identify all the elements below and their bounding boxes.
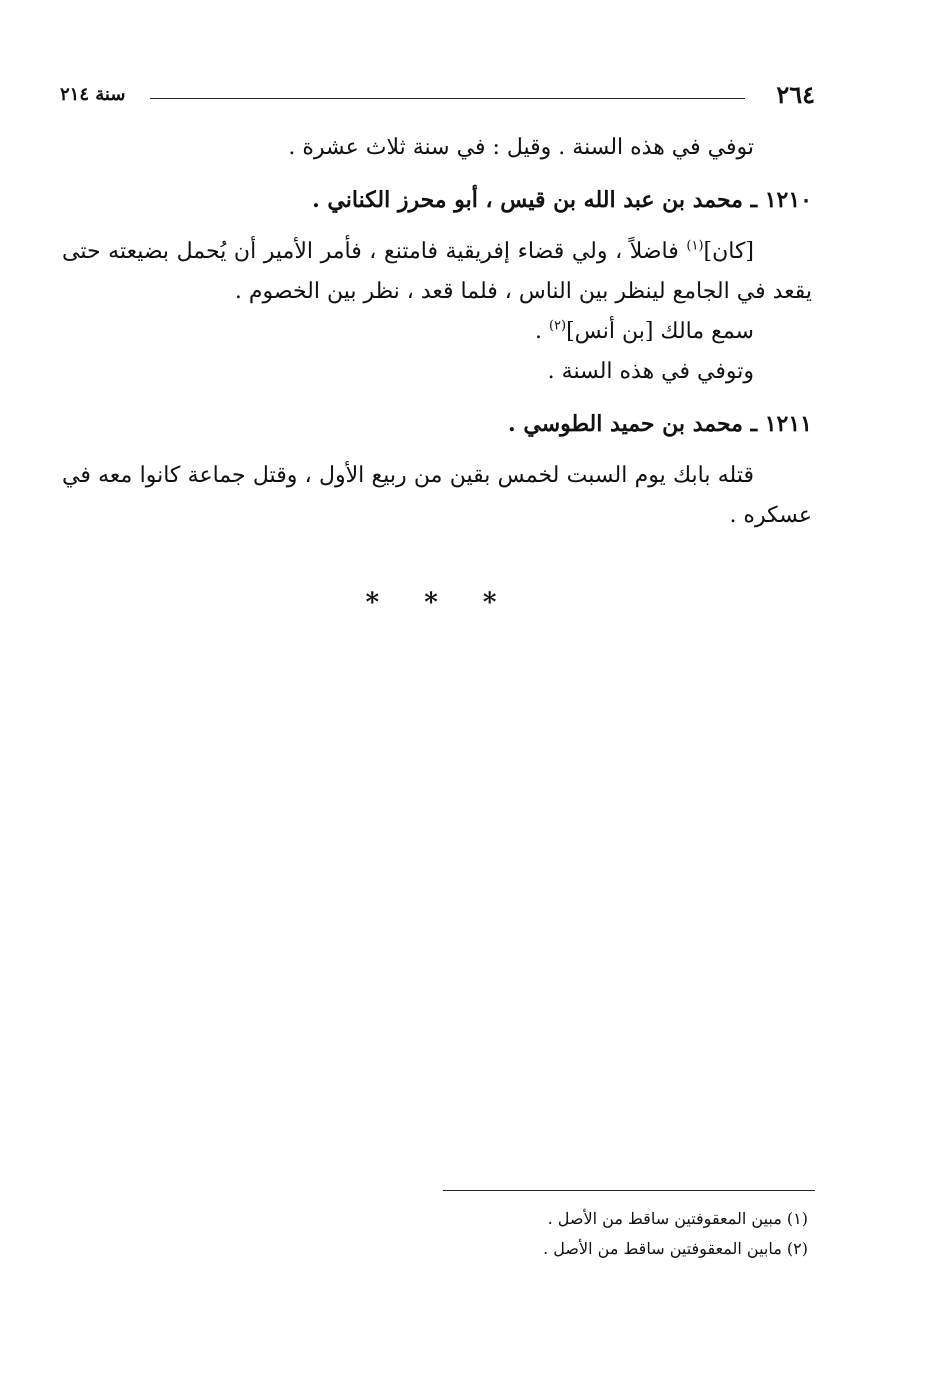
- footnote-rule: [443, 1190, 815, 1191]
- paragraph-2-rest: فاضلاً ، ولي قضاء إفريقية فامتنع ، فأمر الأمير أن يُحمل بضيعته حتى يقعد في الجامع لينظر بين الناس ، فلما قعد ، نظر بين الخصوم .: [62, 239, 812, 304]
- entry-heading-1211: ١٢١١ ـ محمد بن حميد الطوسي .: [508, 411, 812, 437]
- paragraph-2-start: [كان]: [703, 239, 755, 264]
- paragraph-1: توفي في هذه السنة . وقيل : في سنة ثلاث عشرة .: [288, 135, 754, 160]
- footnote-2: (٢) مابين المعقوفتين ساقط من الأصل .: [543, 1239, 808, 1258]
- paragraph-3: [62, 312, 812, 352]
- footnotes: [380, 1204, 808, 1264]
- paragraph-3-start: سمع مالك [بن أنس]: [566, 319, 754, 344]
- running-header: [60, 78, 815, 112]
- year-label: سنة ٢١٤: [60, 84, 126, 105]
- footnote-marker-1: (١): [686, 238, 704, 254]
- paragraph-3-rest: .: [534, 319, 549, 344]
- footnote-1: (١) مبين المعقوفتين ساقط من الأصل .: [547, 1209, 808, 1228]
- main-text: [62, 128, 812, 536]
- section-separator: * * *: [365, 588, 515, 618]
- entry-heading-1210: ١٢١٠ ـ محمد بن عبد الله بن قيس ، أبو محرز الكناني .: [312, 187, 812, 213]
- footnote-marker-2: (٢): [548, 318, 567, 334]
- header-rule: [150, 98, 745, 99]
- paragraph-5: قتله بابك يوم السبت لخمس بقين من ربيع الأول ، وقتل جماعة كانوا معه في عسكره .: [62, 463, 812, 528]
- paragraph-4: وتوفي في هذه السنة .: [547, 359, 754, 384]
- paragraph-2: [62, 232, 812, 312]
- page-number: ٢٦٤: [776, 80, 815, 109]
